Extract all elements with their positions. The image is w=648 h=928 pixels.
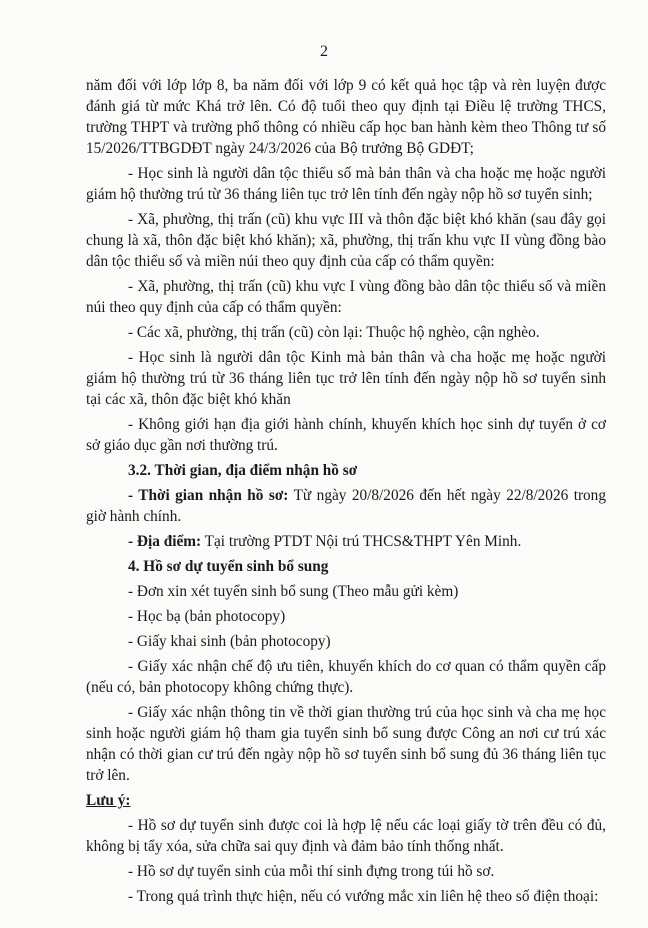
note-item: - Hồ sơ dự tuyển sinh được coi là hợp lệ nếu các loại giấy tờ trên đều có đủ, không bị tẩy xóa, sửa chữa sai quy định và đảm bảo tính thống nhất. — [86, 817, 606, 855]
location-label: - Địa điểm: — [128, 533, 202, 550]
receive-time-text: Từ ngày 20/8/2026 đến hết ngày 22/8/2026 trong giờ hành chính. — [86, 487, 606, 525]
paragraph: - Không giới hạn địa giới hành chính, khuyến khích học sinh dự tuyển ở cơ sở giáo dục gần nơi thường trú. — [86, 416, 606, 454]
note-title: Lưu ý: — [86, 792, 131, 809]
list-item: - Giấy khai sinh (bản photocopy) — [128, 633, 331, 650]
note-item: - Hồ sơ dự tuyển sinh của mỗi thí sinh đựng trong túi hồ sơ. — [128, 863, 495, 880]
section-heading-3-2: 3.2. Thời gian, địa điểm nhận hồ sơ — [128, 462, 358, 479]
paragraph: - Xã, phường, thị trấn (cũ) khu vực III và thôn đặc biệt khó khăn (sau đây gọi chung là xã, thôn đặc biệt khó khăn); xã, phường, thị trấn khu vực II vùng đồng bào dân tộc thiểu số và miền núi theo quy định của cấp có thẩm quyền: — [86, 211, 606, 270]
paragraph: - Học sinh là người dân tộc thiểu số mà bản thân và cha hoặc mẹ hoặc người giám hộ thường trú từ 36 tháng liên tục trở lên tính đến ngày nộp hồ sơ tuyển sinh; — [86, 165, 606, 203]
receive-time-paragraph — [86, 485, 606, 527]
location-paragraph — [86, 531, 606, 552]
section-heading-4: 4. Hồ sơ dự tuyển sinh bổ sung — [128, 558, 329, 575]
paragraph: năm đối với lớp lớp 8, ba năm đối với lớp 9 có kết quả học tập và rèn luyện được đánh giá từ mức Khá trở lên. Có độ tuổi theo quy định tại Điều lệ trường THCS, trường THPT và trường phổ thông có nhiều cấp học ban hành kèm theo Thông tư số 15/2026/TTBGDĐT ngày 24/3/2026 của Bộ trưởng Bộ GDĐT; — [86, 77, 606, 157]
paragraph: - Xã, phường, thị trấn (cũ) khu vực I vùng đồng bào dân tộc thiểu số và miền núi theo quy định của cấp có thẩm quyền: — [86, 278, 606, 316]
list-item: - Giấy xác nhận thông tin về thời gian thường trú của học sinh và cha mẹ học sinh hoặc người giám hộ tham gia tuyển sinh bổ sung được Công an nơi cư trú xác nhận có thời gian cư trú đến ngày nộp hồ sơ tuyển sinh bổ sung đủ 36 tháng liên tục trở lên. — [86, 704, 606, 784]
location-text: Tại trường PTDT Nội trú THCS&THPT Yên Minh. — [201, 533, 522, 550]
list-item: - Học bạ (bản photocopy) — [128, 608, 286, 625]
page-number: 2 — [320, 43, 328, 60]
list-item: - Giấy xác nhận chế độ ưu tiên, khuyến khích do cơ quan có thẩm quyền cấp (nếu có, bản photocopy không chứng thực). — [86, 658, 606, 696]
note-item: - Trong quá trình thực hiện, nếu có vướng mắc xin liên hệ theo số điện thoại: — [128, 888, 599, 905]
paragraph: - Học sinh là người dân tộc Kinh mà bản thân và cha hoặc mẹ hoặc người giám hộ thường trú từ 36 tháng liên tục trở lên tính đến ngày nộp hồ sơ tuyển sinh tại các xã, thôn đặc biệt khó khăn — [86, 349, 606, 408]
list-item: - Đơn xin xét tuyển sinh bổ sung (Theo mẫu gửi kèm) — [128, 583, 459, 600]
document-body — [86, 75, 606, 907]
receive-time-label: - Thời gian nhận hồ sơ: — [128, 487, 289, 504]
paragraph: - Các xã, phường, thị trấn (cũ) còn lại: Thuộc hộ nghèo, cận nghèo. — [128, 324, 540, 341]
